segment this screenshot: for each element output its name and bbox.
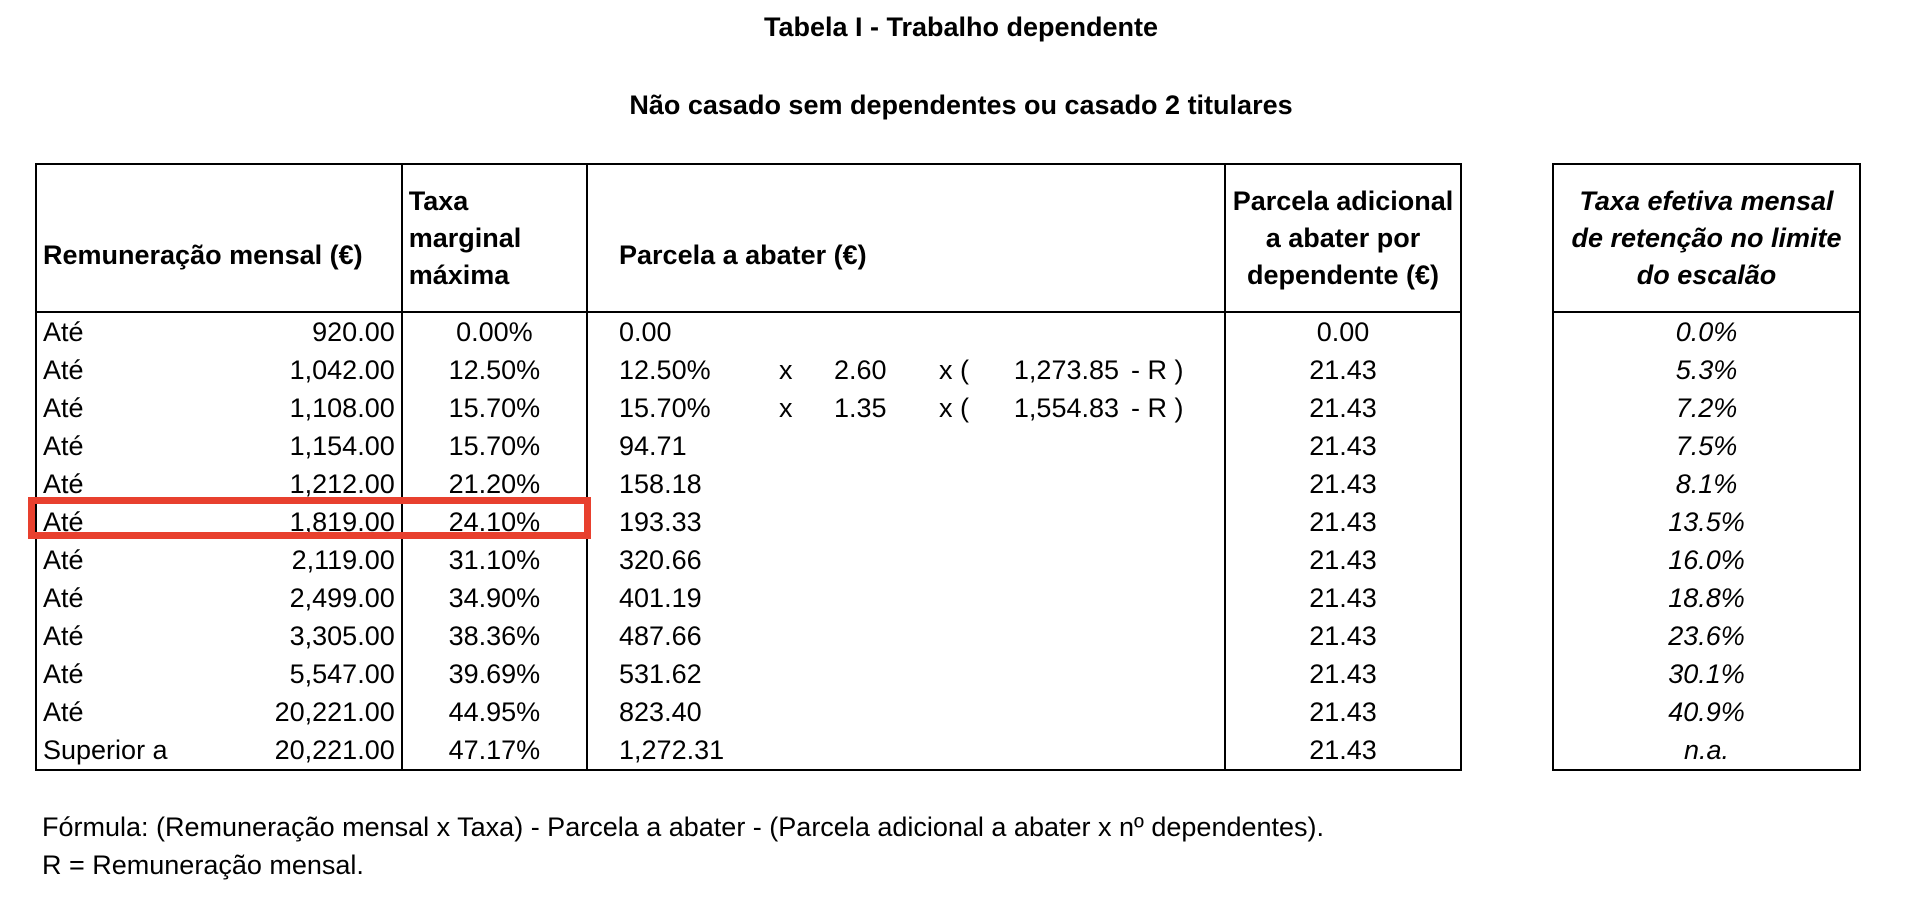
formula-rate: 15.70%	[619, 393, 711, 423]
cell-prefix: Até	[43, 621, 84, 651]
cell-efetiva: 8.1%	[1553, 465, 1860, 503]
cell-valor: 1,212.00	[289, 469, 395, 499]
cell-taxa: 0.00%	[402, 312, 587, 351]
cell-valor: 1,108.00	[289, 393, 395, 423]
cell-taxa: 38.36%	[402, 617, 587, 655]
table-row	[36, 731, 1461, 770]
r-definition-footnote: R = Remuneração mensal.	[42, 850, 364, 880]
cell-adicional: 21.43	[1225, 655, 1461, 693]
cell-efetiva: 0.0%	[1553, 312, 1860, 351]
header-adicional: Parcela adicional a abater por dependente (€)	[1225, 164, 1461, 312]
cell-adicional: 21.43	[1225, 617, 1461, 655]
cell-taxa: 39.69%	[402, 655, 587, 693]
cell-parcela	[587, 351, 1225, 389]
cell-adicional: 21.43	[1225, 731, 1461, 770]
cell-adicional: 21.43	[1225, 389, 1461, 427]
header-remuneracao: Remuneração mensal (€)	[36, 164, 402, 312]
cell-valor: 2,119.00	[291, 545, 395, 575]
cell-taxa: 31.10%	[402, 541, 587, 579]
cell-efetiva: 7.5%	[1553, 427, 1860, 465]
cell-prefix: Até	[43, 583, 84, 613]
cell-remuneracao	[36, 312, 402, 351]
cell-prefix: Até	[43, 431, 84, 461]
cell-prefix: Até	[43, 393, 84, 423]
cell-parcela	[587, 389, 1225, 427]
cell-taxa: 12.50%	[402, 351, 587, 389]
formula-rate: 12.50%	[619, 355, 711, 385]
cell-valor: 1,154.00	[289, 431, 395, 461]
table-row	[1553, 731, 1860, 770]
withholding-table	[35, 163, 1462, 771]
cell-valor: 20,221.00	[274, 697, 395, 727]
table-row	[1553, 617, 1860, 655]
cell-remuneracao	[36, 655, 402, 693]
table-subtitle: Não casado sem dependentes ou casado 2 titulares	[629, 90, 1293, 120]
cell-efetiva: n.a.	[1553, 731, 1860, 770]
cell-efetiva: 23.6%	[1553, 617, 1860, 655]
cell-adicional: 21.43	[1225, 541, 1461, 579]
cell-remuneracao	[36, 579, 402, 617]
cell-valor: 20,221.00	[274, 735, 395, 765]
cell-adicional: 21.43	[1225, 351, 1461, 389]
cell-valor: 1,819.00	[289, 507, 395, 537]
effective-rate-table	[1552, 163, 1861, 771]
cell-taxa: 15.70%	[402, 427, 587, 465]
formula-times: x	[779, 355, 793, 385]
table-title: Tabela I - Trabalho dependente	[763, 12, 1159, 42]
table-row	[1553, 579, 1860, 617]
header-efetiva: Taxa efetiva mensal de retenção no limite do escalão	[1553, 164, 1860, 312]
cell-prefix: Até	[43, 355, 84, 385]
cell-remuneracao	[36, 351, 402, 389]
table-row	[1553, 427, 1860, 465]
cell-adicional: 21.43	[1225, 579, 1461, 617]
formula-limit: 1,273.85	[1013, 355, 1120, 385]
cell-taxa: 44.95%	[402, 693, 587, 731]
cell-remuneracao	[36, 389, 402, 427]
formula-footnote: Fórmula: (Remuneração mensal x Taxa) - Parcela a abater - (Parcela adicional a abater x nº dependentes).	[42, 812, 1325, 842]
formula-limit: 1,554.83	[1013, 393, 1120, 423]
cell-prefix: Até	[43, 469, 84, 499]
cell-valor: 2,499.00	[289, 583, 395, 613]
cell-prefix: Até	[43, 659, 84, 689]
cell-prefix: Até	[43, 507, 84, 537]
cell-remuneracao	[36, 731, 402, 770]
cell-adicional: 21.43	[1225, 503, 1461, 541]
cell-taxa: 15.70%	[402, 389, 587, 427]
cell-taxa: 34.90%	[402, 579, 587, 617]
table-row	[36, 693, 1461, 731]
formula-close: - R )	[1131, 355, 1184, 385]
cell-parcela: 320.66	[587, 541, 1225, 579]
table-row	[1553, 655, 1860, 693]
cell-remuneracao	[36, 693, 402, 731]
cell-efetiva: 13.5%	[1553, 503, 1860, 541]
formula-open: x (	[939, 355, 970, 385]
formula-multiplier: 2.60	[834, 355, 887, 385]
table-row	[1553, 351, 1860, 389]
cell-taxa: 21.20%	[402, 465, 587, 503]
cell-efetiva: 5.3%	[1553, 351, 1860, 389]
cell-parcela: 158.18	[587, 465, 1225, 503]
cell-adicional: 21.43	[1225, 465, 1461, 503]
table-row	[36, 389, 1461, 427]
cell-adicional: 21.43	[1225, 693, 1461, 731]
cell-parcela: 1,272.31	[587, 731, 1225, 770]
cell-remuneracao	[36, 541, 402, 579]
formula-times: x	[779, 393, 793, 423]
cell-prefix: Superior a	[43, 735, 168, 765]
table-row	[36, 312, 1461, 351]
cell-valor: 1,042.00	[289, 355, 395, 385]
table-row	[1553, 541, 1860, 579]
formula-open: x (	[939, 393, 970, 423]
table-row	[1553, 389, 1860, 427]
cell-parcela: 823.40	[587, 693, 1225, 731]
cell-efetiva: 7.2%	[1553, 389, 1860, 427]
table-row	[36, 655, 1461, 693]
cell-prefix: Até	[43, 697, 84, 727]
cell-valor: 5,547.00	[289, 659, 395, 689]
table-row	[1553, 465, 1860, 503]
table-row	[36, 427, 1461, 465]
cell-parcela: 94.71	[587, 427, 1225, 465]
cell-adicional: 21.43	[1225, 427, 1461, 465]
cell-parcela: 531.62	[587, 655, 1225, 693]
cell-adicional: 0.00	[1225, 312, 1461, 351]
highlight-box	[28, 497, 591, 539]
formula-close: - R )	[1131, 393, 1184, 423]
cell-parcela: 0.00	[587, 312, 1225, 351]
table-row	[1553, 312, 1860, 351]
table-row	[36, 579, 1461, 617]
table-row	[36, 617, 1461, 655]
cell-taxa: 47.17%	[402, 731, 587, 770]
cell-parcela: 401.19	[587, 579, 1225, 617]
cell-prefix: Até	[43, 317, 84, 347]
cell-efetiva: 40.9%	[1553, 693, 1860, 731]
table-row	[36, 351, 1461, 389]
formula-multiplier: 1.35	[834, 393, 887, 423]
cell-remuneracao	[36, 427, 402, 465]
header-taxa: Taxa marginal máxima	[402, 164, 587, 312]
cell-valor: 920.00	[312, 317, 395, 347]
cell-remuneracao	[36, 617, 402, 655]
cell-valor: 3,305.00	[289, 621, 395, 651]
cell-parcela: 193.33	[587, 503, 1225, 541]
cell-efetiva: 30.1%	[1553, 655, 1860, 693]
cell-efetiva: 18.8%	[1553, 579, 1860, 617]
cell-prefix: Até	[43, 545, 84, 575]
header-parcela: Parcela a abater (€)	[587, 164, 1225, 312]
cell-taxa: 24.10%	[402, 503, 587, 541]
table-row	[36, 541, 1461, 579]
cell-parcela: 487.66	[587, 617, 1225, 655]
table-row	[1553, 503, 1860, 541]
table-row	[1553, 693, 1860, 731]
cell-efetiva: 16.0%	[1553, 541, 1860, 579]
